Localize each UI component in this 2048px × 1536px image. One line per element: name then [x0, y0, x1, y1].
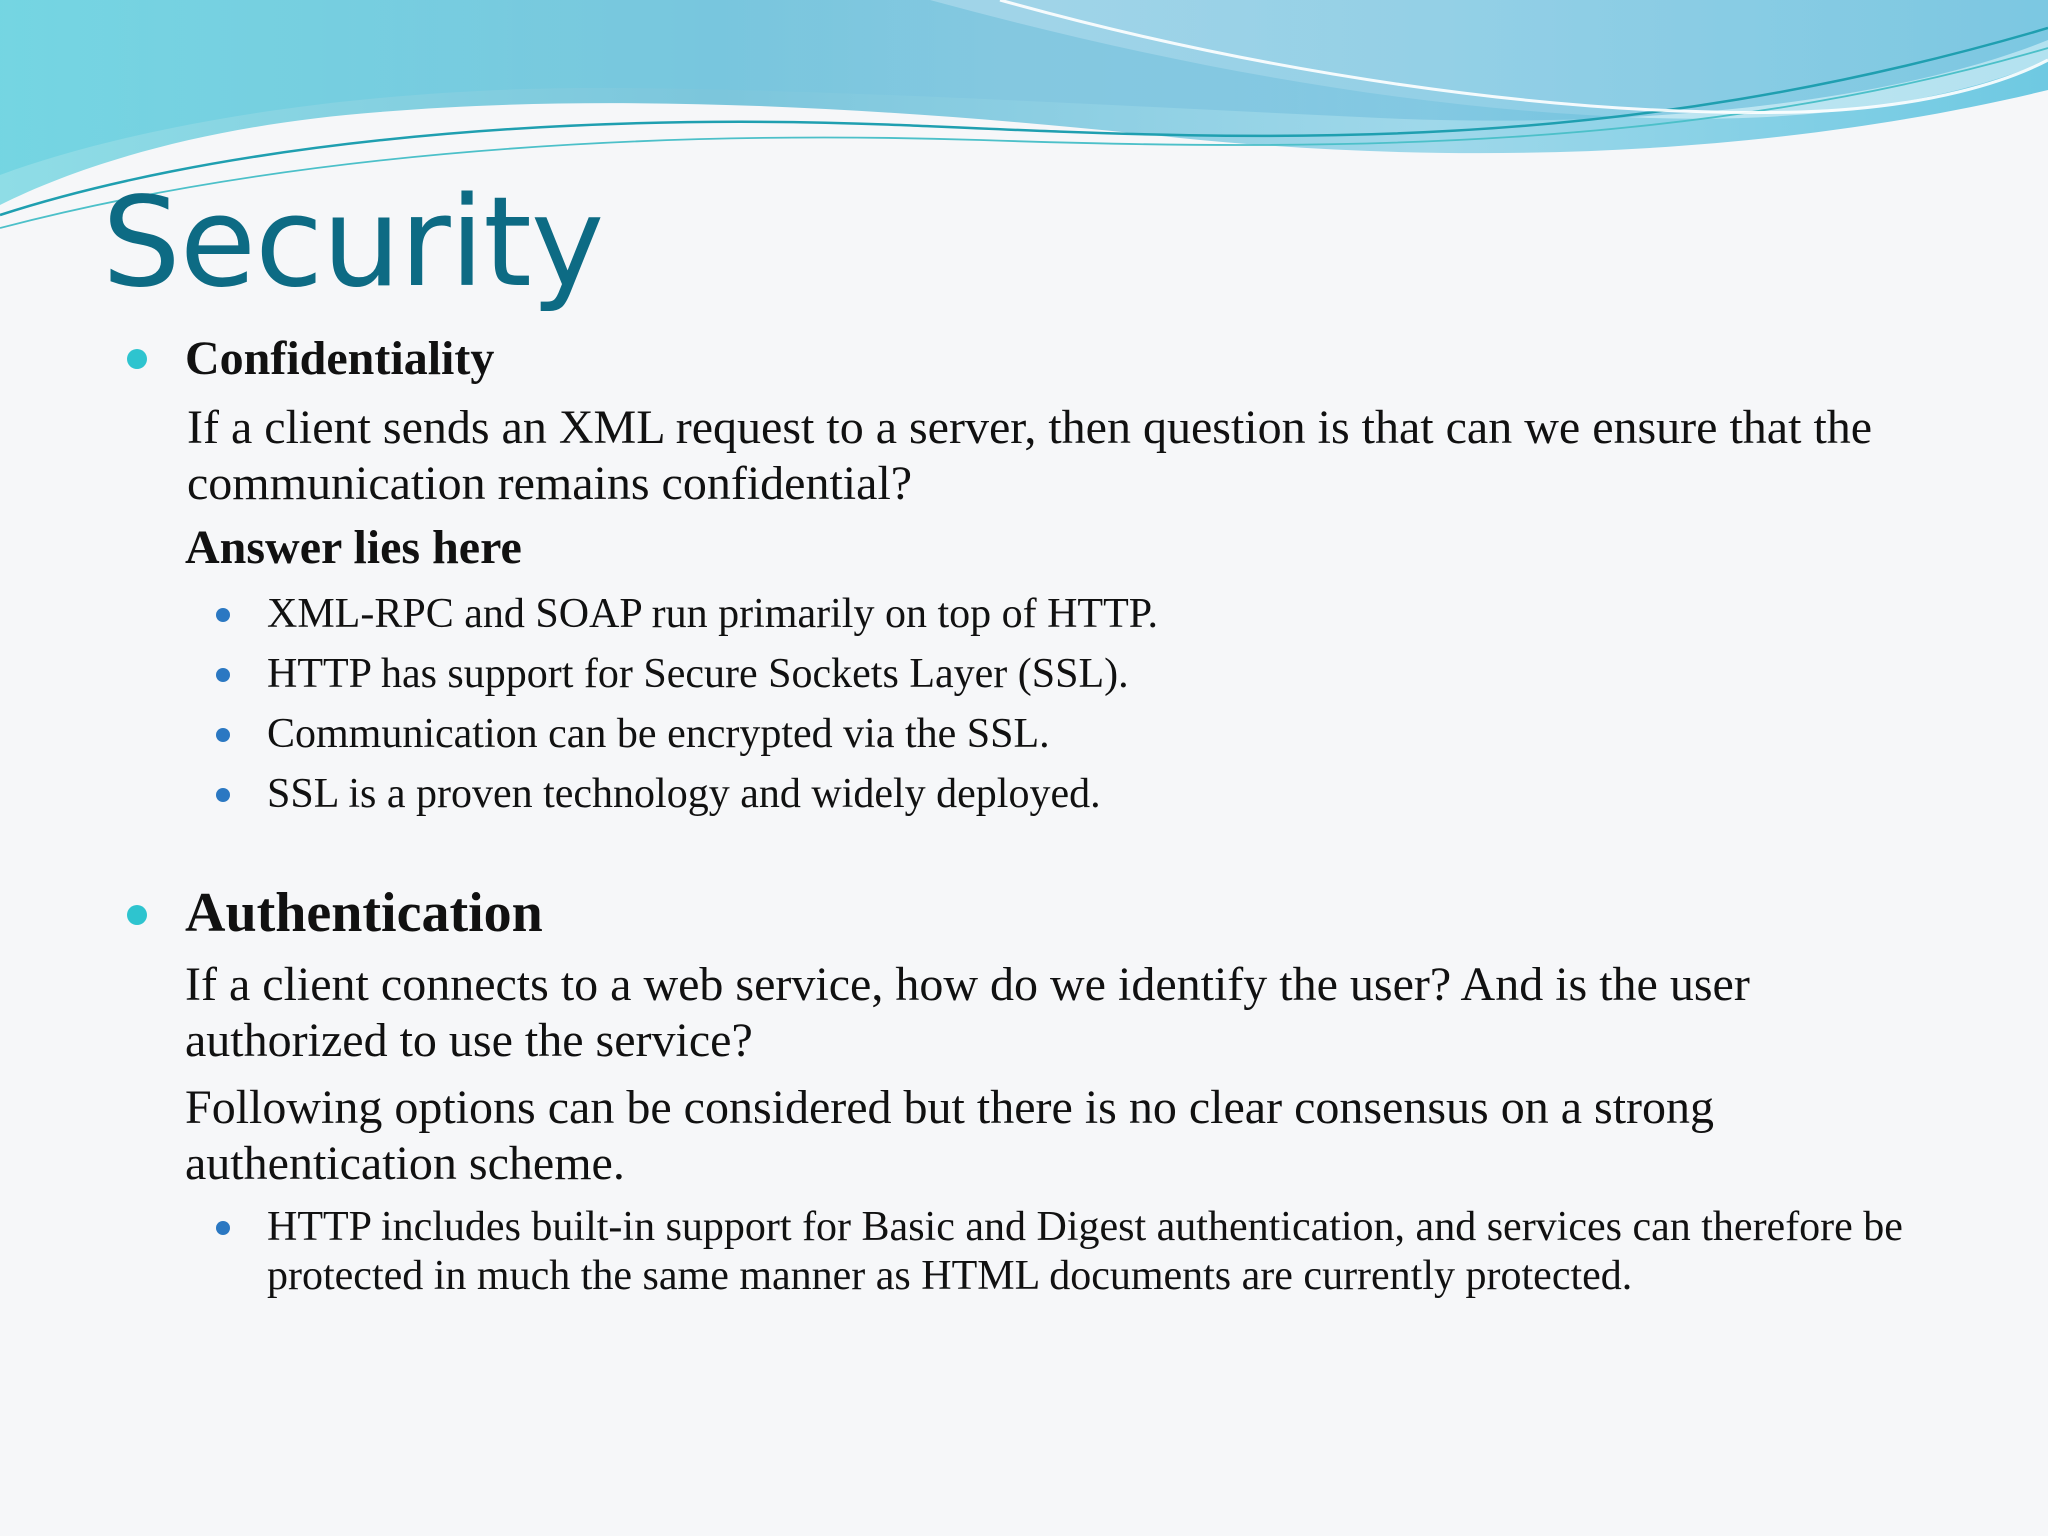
sub-bullet — [216, 1221, 230, 1235]
confidentiality-point-1: XML-RPC and SOAP run primarily on top of HTTP. — [267, 591, 1158, 637]
confidentiality-point-4: SSL is a proven technology and widely deployed. — [267, 771, 1101, 817]
authentication-heading: Authentication — [185, 882, 543, 944]
confidentiality-heading: Confidentiality — [185, 332, 495, 385]
confidentiality-question: If a client sends an XML request to a server, then question is that can we ensure that the communication remains confidential? — [187, 401, 1873, 510]
sub-bullet — [216, 668, 230, 682]
confidentiality-point-3: Communication can be encrypted via the SSL. — [267, 711, 1050, 757]
sub-bullet — [216, 608, 230, 622]
bullet-confidentiality — [127, 349, 147, 369]
authentication-options-text: Following options can be considered but there is no clear consensus on a strong authentication scheme. — [185, 1081, 1715, 1190]
confidentiality-point-2: HTTP has support for Secure Sockets Layer (SSL). — [267, 651, 1129, 697]
slide-title: Security — [102, 171, 604, 315]
authentication-point-1: HTTP includes built-in support for Basic and Digest authentication, and services can therefore be protected in much the same manner as HTML documents are currently protected. — [267, 1204, 1903, 1299]
bullet-authentication — [127, 905, 147, 925]
authentication-question: If a client connects to a web service, how do we identify the user? And is the user authorized to use the service? — [185, 958, 1750, 1067]
sub-bullet — [216, 728, 230, 742]
sub-bullet — [216, 788, 230, 802]
answer-heading: Answer lies here — [185, 521, 522, 574]
